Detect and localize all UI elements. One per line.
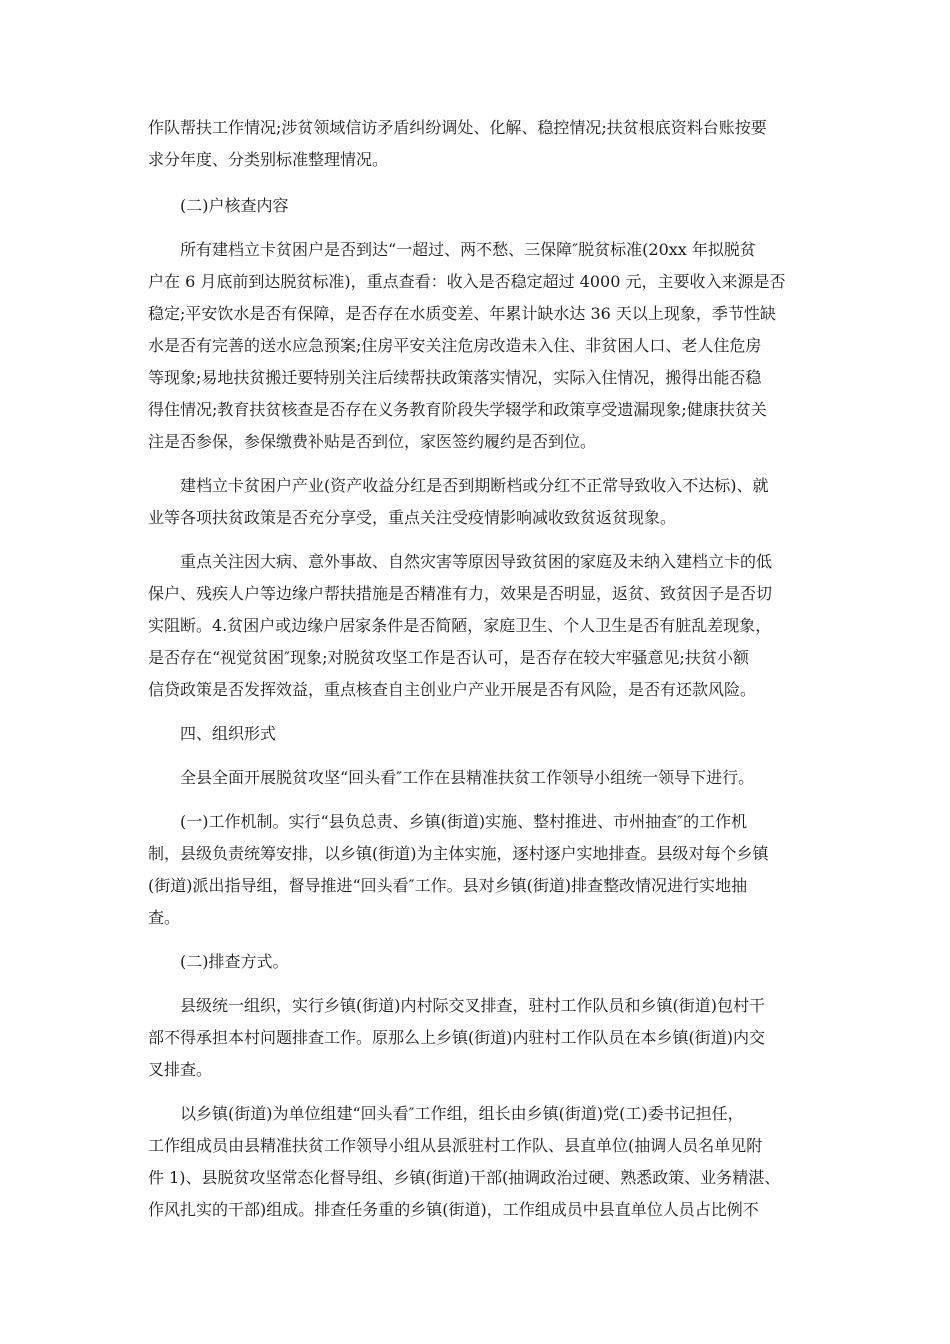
- text-line: 建档立卡贫困户产业(资产收益分红是否到期断档或分红不正常导致收入不达标)、就: [180, 476, 769, 495]
- text-line: 得住情况;教育扶贫核查是否存在义务教育阶段失学辍学和政策享受遗漏现象;健康扶贫关: [148, 400, 767, 419]
- text-line: 水是否有完善的送水应急预案;住房平安关注危房改造未入住、非贫困人口、老人住危房: [148, 336, 762, 355]
- section-heading: 四、组织形式: [180, 724, 277, 743]
- text-line: 工作组成员由县精准扶贫工作领导小组从县派驻村工作队、县直单位(抽调人员名单见附: [148, 1136, 763, 1155]
- text-line: 户在 6 月底前到达脱贫标准)，重点查看：收入是否稳定超过 4000 元，主要收入来源是否: [148, 272, 786, 291]
- text-line: 稳定;平安饮水是否有保障，是否存在水质变差、年累计缺水达 36 天以上现象，季节性缺: [148, 304, 776, 323]
- text-line: (街道)派出指导组，督导推进“回头看″工作。县对乡镇(街道)排查整改情况进行实地抽: [148, 876, 748, 895]
- text-line: 件 1)、县脱贫攻坚常态化督导组、乡镇(街道)干部(抽调政治过硬、熟悉政策、业务精湛、: [148, 1168, 781, 1187]
- text-line: 等现象;易地扶贫搬迁要特别关注后续帮扶政策落实情况，实际入住情况，搬得出能否稳: [148, 368, 762, 387]
- text-line: 实阻断。4.贫困户或边缘户居家条件是否简陋，家庭卫生、个人卫生是否有脏乱差现象，: [148, 616, 772, 635]
- text-line: 查。: [148, 908, 181, 927]
- text-line: 作队帮扶工作情况;涉贫领域信访矛盾纠纷调处、化解、稳控情况;扶贫根底资料台账按要: [148, 118, 767, 137]
- text-line: 制，县级负责统筹安排，以乡镇(街道)为主体实施，逐村逐户实地排查。县级对每个乡镇: [148, 844, 769, 863]
- text-line: 业等各项扶贫政策是否充分享受，重点关注受疫情影响减收致贫返贫现象。: [148, 508, 677, 527]
- section-heading: (二)户核查内容: [180, 196, 289, 215]
- text-line: 全县全面开展脱贫攻坚“回头看″工作在县精准扶贫工作领导小组统一领导下进行。: [180, 768, 755, 787]
- text-line: 县级统一组织，实行乡镇(街道)内村际交叉排查，驻村工作队员和乡镇(街道)包村干: [180, 996, 765, 1015]
- text-line: 重点关注因大病、意外事故、自然灾害等原因导致贫困的家庭及未纳入建档立卡的低: [180, 552, 773, 571]
- text-line: 注是否参保，参保缴费补贴是否到位，家医签约履约是否到位。: [148, 432, 597, 451]
- text-line: 叉排查。: [148, 1060, 213, 1079]
- text-line: 保户、残疾人户等边缘户帮扶措施是否精准有力，效果是否明显，返贫、致贫因子是否切: [148, 584, 773, 603]
- text-line: 部不得承担本村问题排查工作。原那么上乡镇(街道)内驻村工作队员在本乡镇(街道)内交: [148, 1028, 765, 1047]
- text-line: 求分年度、分类别标准整理情况。: [148, 150, 389, 169]
- text-line: 作风扎实的干部)组成。排查任务重的乡镇(街道)，工作组成员中县直单位人员占比例不: [148, 1200, 759, 1219]
- section-heading: (二)排查方式。: [180, 952, 289, 971]
- text-line: 所有建档立卡贫困户是否到达“一超过、两不愁、三保障″脱贫标准(20xx 年拟脱贫: [180, 240, 756, 259]
- text-line: (一)工作机制。实行“县负总责、乡镇(街道)实施、整村推进、市州抽查″的工作机: [180, 812, 748, 831]
- text-line: 信贷政策是否发挥效益，重点核查自主创业户产业开展是否有风险，是否有还款风险。: [148, 680, 757, 699]
- text-line: 是否存在“视觉贫困″现象;对脱贫攻坚工作是否认可，是否存在较大牢骚意见;扶贫小额: [148, 648, 749, 667]
- text-line: 以乡镇(街道)为单位组建“回头看″工作组，组长由乡镇(街道)党(工)委书记担任，: [180, 1104, 744, 1123]
